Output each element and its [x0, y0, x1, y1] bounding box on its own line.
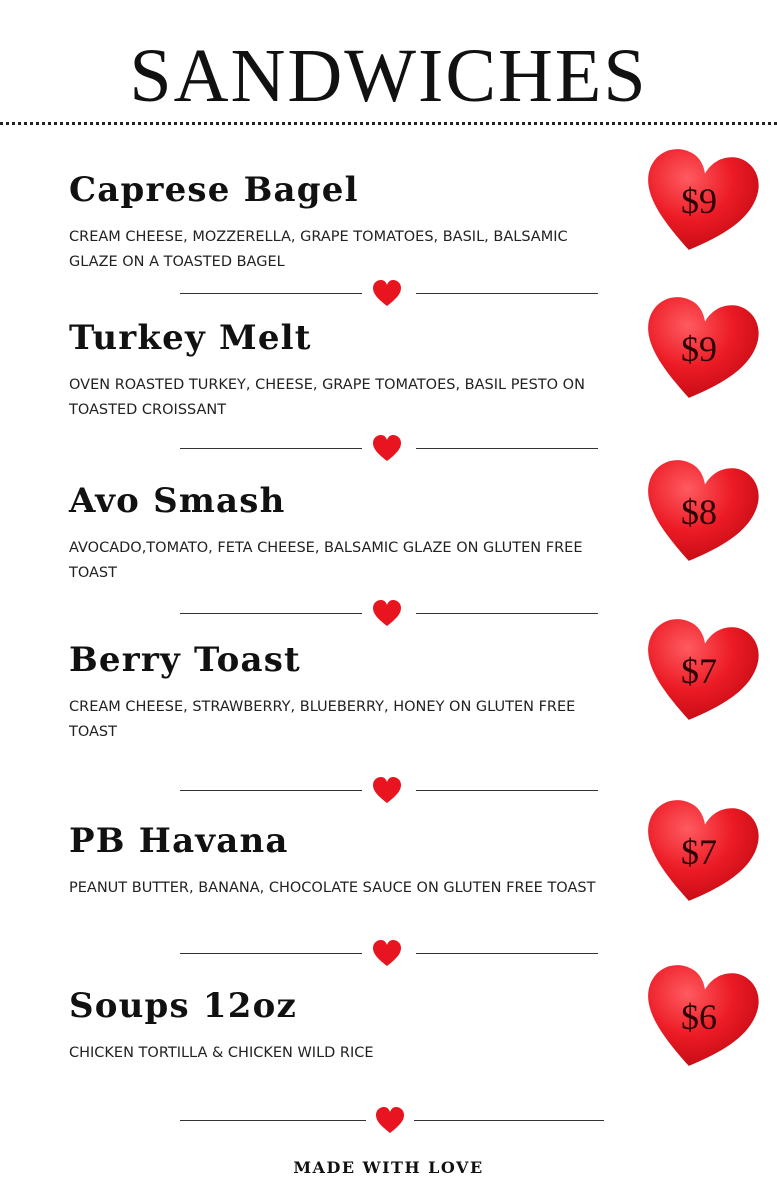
- item-name: Avo Smash: [69, 481, 286, 521]
- item-description: CHICKEN TORTILLA & CHICKEN WILD RICE: [69, 1045, 374, 1061]
- heart-icon: [372, 777, 402, 805]
- heart-icon: [375, 1107, 405, 1135]
- heart-icon: [372, 600, 402, 628]
- item-description: CREAM CHEESE, STRAWBERRY, BLUEBERRY, HONEY ON GLUTEN FREE TOAST: [69, 699, 576, 740]
- price-heart: [636, 143, 762, 261]
- heart-divider: [180, 777, 598, 805]
- heart-divider: [180, 600, 598, 628]
- item-price: $6: [681, 997, 717, 1037]
- price-heart: [636, 454, 762, 572]
- price-heart: [636, 613, 762, 731]
- item-description: PEANUT BUTTER, BANANA, CHOCOLATE SAUCE ON GLUTEN FREE TOAST: [69, 880, 596, 896]
- item-description: CREAM CHEESE, MOZZERELLA, GRAPE TOMATOES, BASIL, BALSAMIC GLAZE ON A TOASTED BAGEL: [69, 229, 568, 270]
- heart-divider: [180, 280, 598, 308]
- heart-divider: [180, 940, 598, 968]
- heart-icon: [372, 435, 402, 463]
- item-name: Berry Toast: [69, 640, 301, 680]
- item-price: $8: [681, 492, 717, 532]
- price-heart: [636, 959, 762, 1077]
- item-name: Turkey Melt: [69, 318, 312, 358]
- item-price: $9: [681, 329, 717, 369]
- heart-icon: [372, 940, 402, 968]
- price-heart: [636, 794, 762, 912]
- item-name: PB Havana: [69, 821, 289, 861]
- item-price: $9: [681, 181, 717, 221]
- dotted-divider: [0, 122, 777, 125]
- item-description: AVOCADO,TOMATO, FETA CHEESE, BALSAMIC GLAZE ON GLUTEN FREE TOAST: [69, 540, 583, 581]
- heart-icon: [372, 280, 402, 308]
- item-name: Caprese Bagel: [69, 170, 359, 210]
- footer-tagline: MADE WITH LOVE: [293, 1158, 484, 1177]
- page-title: SANDWICHES: [129, 34, 648, 118]
- item-price: $7: [681, 832, 717, 872]
- price-heart: [636, 291, 762, 409]
- item-price: $7: [681, 651, 717, 691]
- heart-divider: [180, 1107, 604, 1135]
- item-description: OVEN ROASTED TURKEY, CHEESE, GRAPE TOMATOES, BASIL PESTO ON TOASTED CROISSANT: [69, 377, 585, 418]
- heart-divider: [180, 435, 598, 463]
- item-name: Soups 12oz: [69, 986, 298, 1026]
